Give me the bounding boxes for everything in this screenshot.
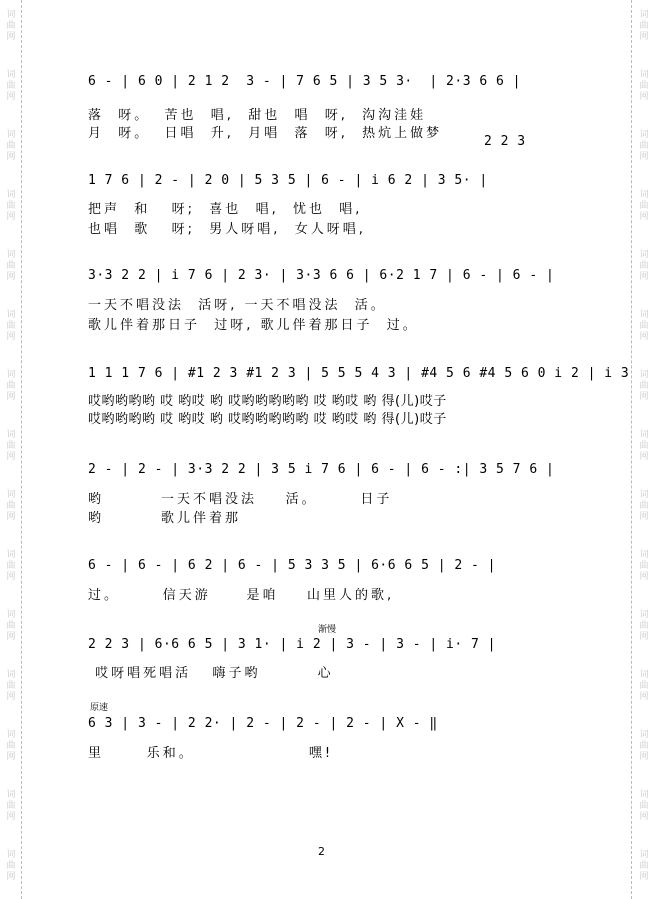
- side-watermark: 词 曲 网: [6, 70, 16, 102]
- notes-line-8: 6 3 | 3 - | 2 2· | 2 - | 2 - | 2 - | X - ‖: [88, 716, 438, 731]
- side-watermark: 词 曲 网: [639, 490, 649, 522]
- side-watermark: 词 曲 网: [6, 370, 16, 402]
- side-watermark: 词 曲 网: [639, 610, 649, 642]
- lyrics-line-6: 过。 信天游 是咱 山里人的歌,: [88, 588, 395, 603]
- notes-line-2: 1 7 6 | 2 - | 2 0 | 5 3 5 | 6 - | i 6 2 | 3 5· |: [88, 173, 488, 188]
- side-watermark: 词 曲 网: [6, 310, 16, 342]
- lyrics-line-4-verse-2: 哎哟哟哟哟 哎 哟哎 哟 哎哟哟哟哟哟 哎 哟哎 哟 得(儿)哎子: [88, 412, 447, 427]
- lyrics-line-5-verse-1: 哟 一天不唱没法 活。 日子: [88, 492, 393, 507]
- side-watermark: 词 曲 网: [639, 670, 649, 702]
- notes-line-1-alternate: 2 2 3: [484, 134, 526, 149]
- side-watermark: 词 曲 网: [639, 70, 649, 102]
- side-watermark: 词 曲 网: [639, 370, 649, 402]
- side-watermark: 词 曲 网: [639, 550, 649, 582]
- notes-line-1: 6 - | 6 0 | 2 1 2 3 - | 7 6 5 | 3 5 3· | 2·3 6 6 |: [88, 74, 521, 89]
- lyrics-line-2-verse-1: 把声 和 呀; 喜也 唱, 忧也 唱,: [88, 202, 363, 217]
- side-watermark: 词 曲 网: [639, 190, 649, 222]
- side-watermark: 词 曲 网: [6, 130, 16, 162]
- notes-line-4: 1 1 1 7 6 | #1 2 3 #1 2 3 | 5 5 5 4 3 | #4 5 6 #4 5 6 0 i 2 | i 3: [88, 366, 630, 381]
- side-watermark: 词 曲 网: [639, 850, 649, 882]
- lyrics-line-5-verse-2: 哟 歌儿伴着那: [88, 511, 242, 526]
- right-dashed-rule: [631, 0, 632, 899]
- page-number: 2: [318, 845, 325, 858]
- side-watermark: 词 曲 网: [6, 670, 16, 702]
- lyrics-line-7: 哎呀唱死唱活 嗨子哟 心: [88, 666, 334, 681]
- side-watermark: 词 曲 网: [6, 790, 16, 822]
- notes-line-6: 6 - | 6 - | 6 2 | 6 - | 5 3 3 5 | 6·6 6 5 | 2 - |: [88, 558, 497, 573]
- side-watermark: 词 曲 网: [6, 850, 16, 882]
- side-watermark: 词 曲 网: [6, 430, 16, 462]
- lyrics-line-3-verse-2: 歌儿伴着那日子 过呀, 歌儿伴着那日子 过。: [88, 318, 419, 333]
- side-watermark: 词 曲 网: [6, 610, 16, 642]
- tempo-mark-ritardando: 渐慢: [318, 625, 337, 635]
- side-watermark: 词 曲 网: [639, 430, 649, 462]
- notes-line-5: 2 - | 2 - | 3·3 2 2 | 3 5 i 7 6 | 6 - | 6 - :| 3 5 7 6 |: [88, 462, 555, 477]
- notes-line-7: 2 2 3 | 6·6 6 5 | 3 1· | i 2 | 3 - | 3 - | i· 7 |: [88, 637, 497, 652]
- side-watermark: 词 曲 网: [6, 730, 16, 762]
- lyrics-line-1-verse-1: 落 呀。 苦也 唱, 甜也 唱 呀, 沟沟洼娃: [88, 108, 427, 123]
- side-watermark: 词 曲 网: [6, 10, 16, 42]
- side-watermark: 词 曲 网: [639, 10, 649, 42]
- side-watermark: 词 曲 网: [639, 130, 649, 162]
- side-watermark: 词 曲 网: [639, 310, 649, 342]
- left-watermark-strip: [0, 0, 22, 899]
- lyrics-line-3-verse-1: 一天不唱没法 活呀, 一天不唱没法 活。: [88, 298, 387, 313]
- side-watermark: 词 曲 网: [6, 490, 16, 522]
- side-watermark: 词 曲 网: [6, 550, 16, 582]
- lyrics-line-8: 里 乐和。 嘿!: [88, 746, 334, 761]
- side-watermark: 词 曲 网: [6, 190, 16, 222]
- notes-line-3: 3·3 2 2 | i 7 6 | 2 3· | 3·3 6 6 | 6·2 1 7 | 6 - | 6 - |: [88, 268, 555, 283]
- side-watermark: 词 曲 网: [639, 790, 649, 822]
- lyrics-line-2-verse-2: 也唱 歌 呀; 男人呀唱, 女人呀唱,: [88, 222, 366, 237]
- lyrics-line-1-verse-2: 月 呀。 日唱 升, 月唱 落 呀, 热炕上做梦: [88, 126, 443, 141]
- right-watermark-strip: [631, 0, 653, 899]
- tempo-mark-a-tempo: 原速: [90, 703, 109, 713]
- side-watermark: 词 曲 网: [639, 730, 649, 762]
- side-watermark: 词 曲 网: [639, 250, 649, 282]
- side-watermark: 词 曲 网: [6, 250, 16, 282]
- lyrics-line-4-verse-1: 哎哟哟哟哟 哎 哟哎 哟 哎哟哟哟哟哟 哎 哟哎 哟 得(儿)哎子: [88, 394, 447, 409]
